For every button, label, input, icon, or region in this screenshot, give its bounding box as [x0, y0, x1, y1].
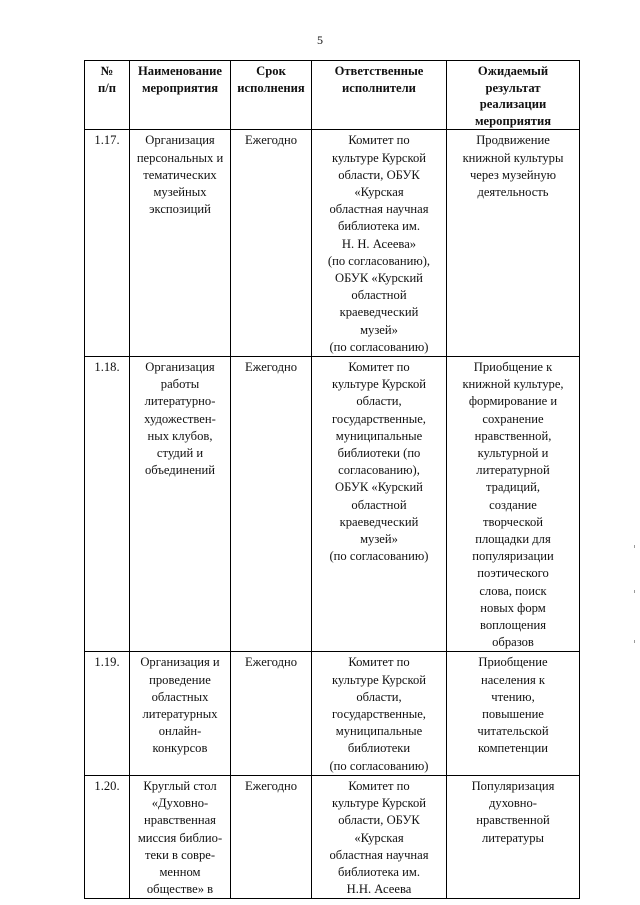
event-executors: Комитет по культуре Курской области, ОБУК «Курская областная научная библиотека им. Н. Н. Асеева» (по согласованию), ОБУК «Курский областной краеведческий музей» (по согласованию): [312, 130, 447, 357]
row-number: 1.19.: [85, 652, 130, 775]
scan-edge-mark: [634, 545, 635, 548]
header-term: Срок исполнения: [231, 61, 312, 130]
header-row: [85, 61, 580, 130]
scan-edge-mark: [634, 590, 635, 593]
event-result: Продвижение книжной культуры через музейную деятельность: [447, 130, 580, 357]
event-term: Ежегодно: [231, 775, 312, 898]
event-term: Ежегодно: [231, 130, 312, 357]
events-table: [84, 60, 580, 899]
event-name: Организация персональных и тематических музейных экспозиций: [130, 130, 231, 357]
event-executors: Комитет по культуре Курской области, ОБУК «Курская областная научная библиотека им. Н.Н. Асеева: [312, 775, 447, 898]
event-name: Организация и проведение областных литературных онлайн- конкурсов: [130, 652, 231, 775]
header-name: Наименование мероприятия: [130, 61, 231, 130]
event-executors: Комитет по культуре Курской области, государственные, муниципальные библиотеки (по согласованию): [312, 652, 447, 775]
event-result: Приобщение населения к чтению, повышение читательской компетенции: [447, 652, 580, 775]
event-term: Ежегодно: [231, 652, 312, 775]
table-row: [85, 652, 580, 775]
event-result: Популяризация духовно- нравственной литературы: [447, 775, 580, 898]
event-name: Организация работы литературно- художествен- ных клубов, студий и объединений: [130, 357, 231, 652]
header-executors: Ответственные исполнители: [312, 61, 447, 130]
page-number: 5: [317, 33, 323, 47]
scan-edge-mark: [634, 640, 635, 643]
event-name: Круглый стол «Духовно- нравственная миссия библио- теки в совре- менном обществе» в: [130, 775, 231, 898]
header-num: № п/п: [85, 61, 130, 130]
table-row: [85, 130, 580, 357]
event-result: Приобщение к книжной культуре, формирование и сохранение нравственной, культурной и литературной традиций, создание творческой площадки для популяризации поэтического слова, поиск новых форм воплощения образов: [447, 357, 580, 652]
row-number: 1.17.: [85, 130, 130, 357]
event-term: Ежегодно: [231, 357, 312, 652]
table-row: [85, 357, 580, 652]
row-number: 1.20.: [85, 775, 130, 898]
event-executors: Комитет по культуре Курской области, государственные, муниципальные библиотеки (по согласованию), ОБУК «Курский областной краеведческий музей» (по согласованию): [312, 357, 447, 652]
row-number: 1.18.: [85, 357, 130, 652]
header-result: Ожидаемый результат реализации мероприятия: [447, 61, 580, 130]
table-row: [85, 775, 580, 898]
